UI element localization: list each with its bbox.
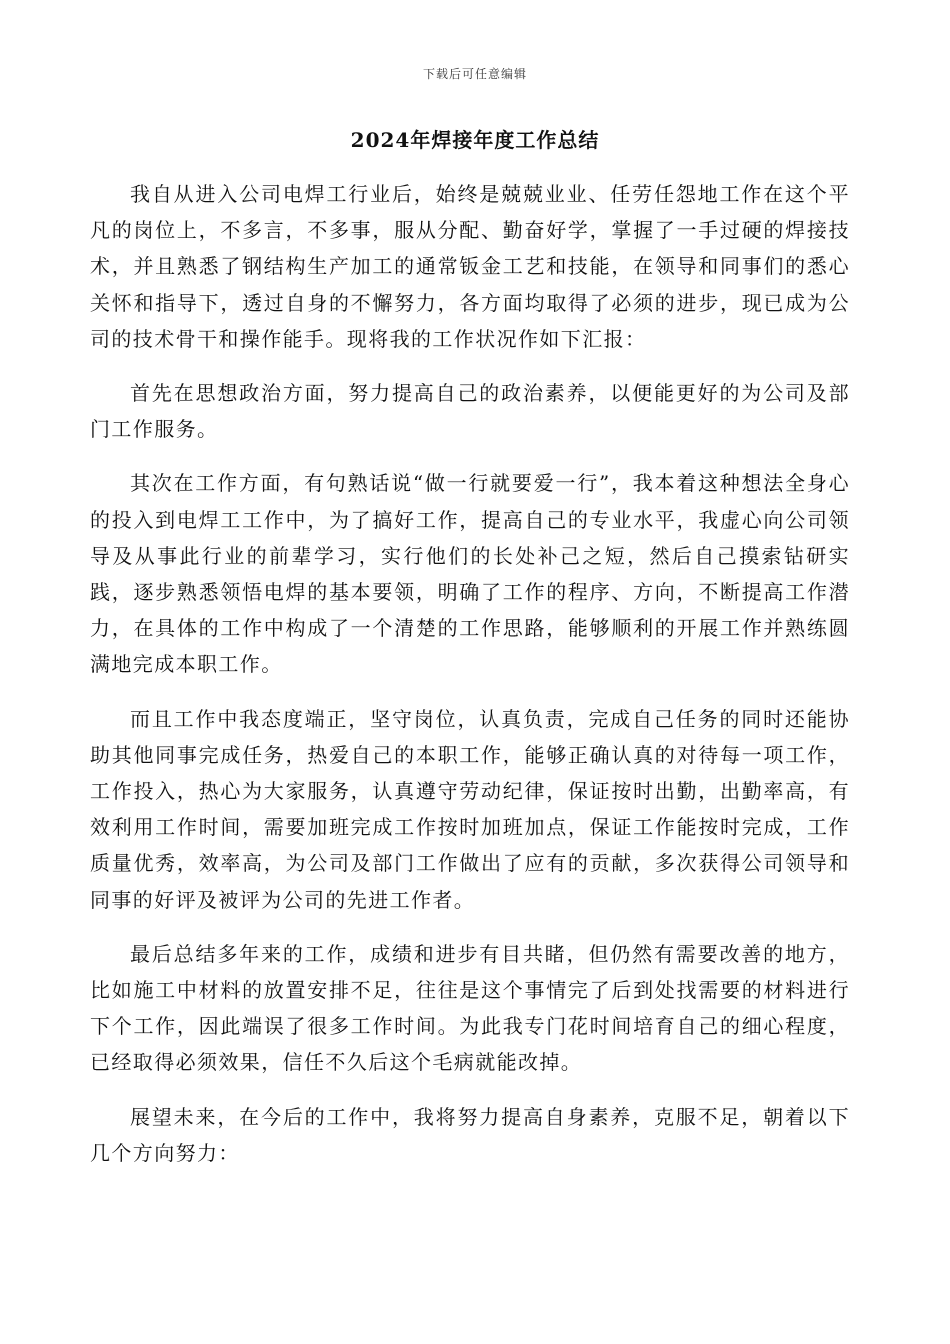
paragraph-work: 其次在工作方面，有句熟话说“做一行就要爱一行”，我本着这种想法全身心的投入到电焊工工作中，为了搞好工作，提高自己的专业水平，我虚心向公司领导及从事此行业的前辈学习，实行他们的长处补己之短，然后自己摸索钻研实践，逐步熟悉领悟电焊的基本要领，明确了工作的程序、方向，不断提高工作潜力，在具体的工作中构成了一个清楚的工作思路，能够顺利的开展工作并熟练圆满地完成本职工作。 [90,471,850,677]
paragraph-attitude: 而且工作中我态度端正，坚守岗位，认真负责，完成自己任务的同时还能协助其他同事完成任务，热爱自己的本职工作，能够正确认真的对待每一项工作，工作投入，热心为大家服务，认真遵守劳动纪律，保证按时出勤，出勤率高，有效利用工作时间，需要加班完成工作按时加班加点，保证工作能按时完成，工作质量优秀，效率高，为公司及部门工作做出了应有的贡献，多次获得公司领导和同事的好评及被评为公司的先进工作者。 [90,706,850,912]
document-body [90,176,850,1189]
paragraph-politics: 首先在思想政治方面，努力提高自己的政治素养，以便能更好的为公司及部门工作服务。 [90,381,850,442]
header-note: 下载后可任意编辑 [422,67,527,81]
paragraph-improvement: 最后总结多年来的工作，成绩和进步有目共睹，但仍然有需要改善的地方，比如施工中材料的放置安排不足，往往是这个事情完了后到处找需要的材料进行下个工作，因此端误了很多工作时间。为此我专门花时间培育自己的细心程度，已经取得必须效果，信任不久后这个毛病就能改掉。 [90,941,850,1075]
document-title: 2024年焊接年度工作总结 [350,128,600,152]
paragraph-outlook: 展望未来，在今后的工作中，我将努力提高自身素养，克服不足，朝着以下几个方向努力： [90,1104,850,1165]
paragraph-intro: 我自从进入公司电焊工行业后，始终是兢兢业业、任劳任怨地工作在这个平凡的岗位上，不多言，不多事，服从分配、勤奋好学，掌握了一手过硬的焊接技术，并且熟悉了钢结构生产加工的通常钣金工艺和技能，在领导和同事们的悉心关怀和指导下，透过自身的不懈努力，各方面均取得了必须的进步，现已成为公司的技术骨干和操作能手。现将我的工作状况作如下汇报： [90,182,850,351]
